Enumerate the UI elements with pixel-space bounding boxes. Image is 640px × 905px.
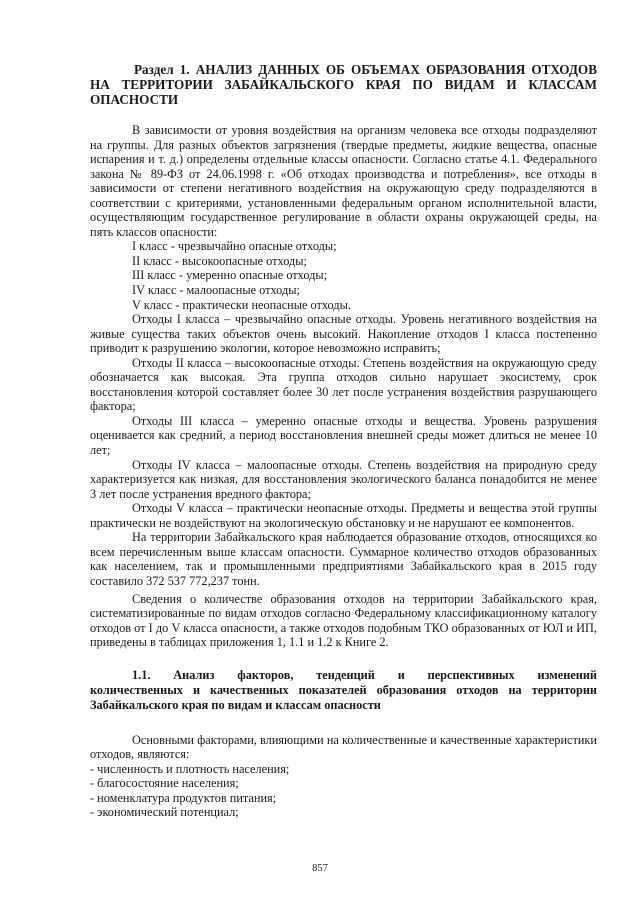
subsection-title-line1: 1.1. Анализ факторов, тенденций и перспективных изменений [132,667,597,682]
info-paragraph: Сведения о количестве образования отходов на территории Забайкальского края, систематизированные по видам отходов согласно Федеральному классификационному каталогу отходов от I до V класса опасности, а также отходов подобным ТКО образованных от ЮЛ и ИП, приведены в таблицах приложения 1, 1.1 и 1.2 к Книге 2. [90,591,597,650]
subsection-title [90,668,597,713]
class-3-paragraph: Отходы III класса – умеренно опасные отходы и вещества. Уровень разрушения оценивается как средний, а период восстановления внешней среды может длиться не менее 10 лет; [90,413,597,458]
factors-list [90,762,597,820]
factor-item: - экономический потенциал; [90,805,239,820]
class-1-paragraph: Отходы I класса – чрезвычайно опасные отходы. Уровень негативного воздействия на живые существа таких объектов очень высокий. Накопление отходов I класса постепенно приводит к разрушению экологии, которое невозможно исправить; [90,312,597,356]
hazard-class-item: III класс - умеренно опасные отходы; [132,268,328,283]
class-4-paragraph: Отходы IV класса – малоопасные отходы. Степень воздействия на природную среду характеризуется как низкая, для восстановления экологического баланса понадобится не менее 3 лет после устранения вредного фактора; [90,457,597,501]
class-2-paragraph: Отходы II класса – высокоопасные отходы. Степень воздействия на окружающую среду обозначается как высокая. Эта группа отходов сильно нарушает экосистему, срок восстановления которой составляет более 30 лет после устранения воздействия разрушающего фактора; [90,355,597,414]
class-5-paragraph: Отходы V класса – практически неопасные отходы. Предметы и вещества этой группы практически не воздействуют на экологическую обстановку и не нарушают ее компонентов. [90,501,597,530]
hazard-class-item: V класс - практически неопасные отходы. [132,297,351,312]
hazard-class-list [90,239,597,312]
factor-item: - численность и плотность населения; [90,761,290,776]
hazard-class-item: IV класс - малоопасные отходы; [132,283,300,298]
factor-item: - номенклатура продуктов питания; [90,790,277,805]
territory-paragraph: На территории Забайкальского края наблюдается образование отходов, относящихся ко всем перечисленным выше классам опасности. Суммарное количество отходов образованных как населением, так и промышленными предприятиями Забайкальского края в 2015 году составило 372 537 772,237 тонн. [90,530,597,588]
hazard-class-item: II класс - высокоопасные отходы; [132,253,307,268]
document-page [90,62,597,820]
factor-item: - благосостояние населения; [90,776,239,791]
subsection-title-rest: количественных и качественных показателей образования отходов на территории Забайкальского края по видам и классам опасности [90,682,597,712]
section-title: Раздел 1. АНАЛИЗ ДАННЫХ ОБ ОБЪЕМАХ ОБРАЗОВАНИЯ ОТХОДОВ НА ТЕРРИТОРИИ ЗАБАЙКАЛЬСКОГО КРАЯ ПО ВИДАМ И КЛАССАМ ОПАСНОСТИ [90,62,597,107]
hazard-class-item: I класс - чрезвычайно опасные отходы; [132,239,337,254]
intro-paragraph: В зависимости от уровня воздействия на организм человека все отходы подразделяют на группы. Для разных объектов загрязнения (твердые предметы, жидкие вещества, опасные испарения и т. д.) определены отдельные классы опасности. Согласно статье 4.1. Федерального закона № 89-ФЗ от 24.06.1998 г. «Об отходах производства и потребления», все отходы в зависимости от степени негативного воздействия на окружающую среду подразделяются в соответствии с критериями, установленными федеральным органом исполнительной власти, осуществляющим государственное регулирование в области охраны окружающей среды, на пять классов опасности: [90,123,597,239]
page-number: 857 [312,863,328,874]
factors-intro: Основными факторами, влияющими на количественные и качественные характеристики отходов, являются: [90,732,597,762]
